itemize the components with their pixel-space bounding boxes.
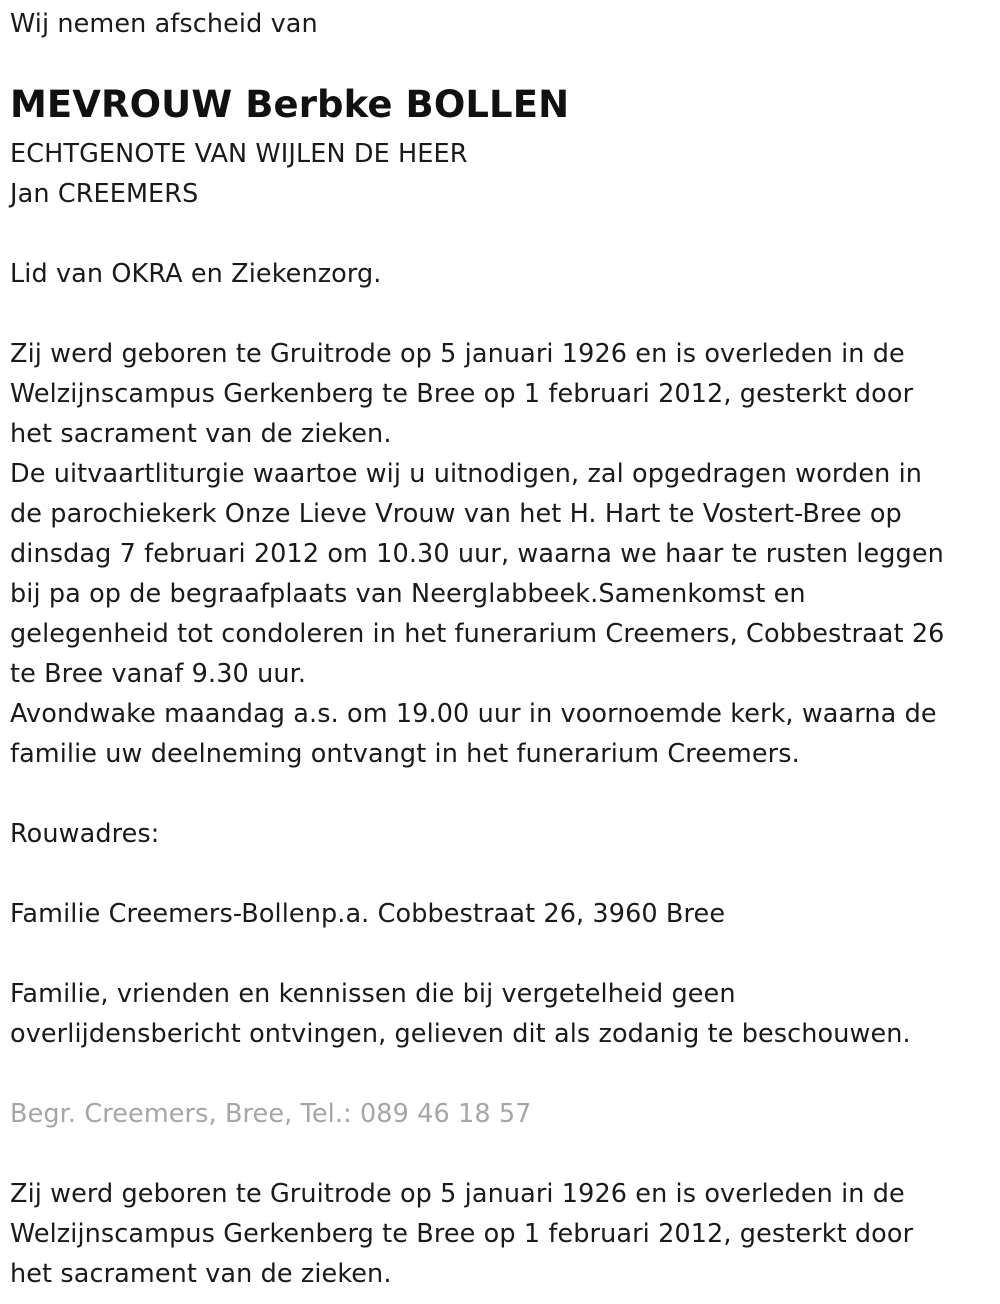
funeral-line: dinsdag 7 februari 2012 om 10.30 uur, waarna we haar te rusten leggen <box>10 539 944 569</box>
birth-death-repeat-line: Zij werd geboren te Gruitrode op 5 januari 1926 en is overleden in de <box>10 1179 905 1209</box>
address-label: Rouwadres: <box>10 819 160 849</box>
funeral-line: te Bree vanaf 9.30 uur. <box>10 659 307 689</box>
spouse-name: Jan CREEMERS <box>10 179 199 209</box>
funeral-line: de parochiekerk Onze Lieve Vrouw van het H. Hart te Vostert-Bree op <box>10 499 902 529</box>
wake-line: familie uw deelneming ontvangt in het funerarium Creemers. <box>10 739 800 769</box>
wake-line: Avondwake maandag a.s. om 19.00 uur in voornoemde kerk, waarna de <box>10 699 937 729</box>
funeral-line: bij pa op de begraafplaats van Neerglabbeek.Samenkomst en <box>10 579 806 609</box>
funeral-line: De uitvaartliturgie waartoe wij u uitnodigen, zal opgedragen worden in <box>10 459 923 489</box>
birth-death-line: het sacrament van de zieken. <box>10 419 392 449</box>
notice-line: Familie, vrienden en kennissen die bij vergetelheid geen <box>10 979 736 1009</box>
birth-death-repeat-line: het sacrament van de zieken. <box>10 1259 392 1289</box>
birth-death-repeat-line: Welzijnscampus Gerkenberg te Bree op 1 februari 2012, gesterkt door <box>10 1219 914 1249</box>
address-text: Familie Creemers-Bollenp.a. Cobbestraat 26, 3960 Bree <box>10 899 726 929</box>
deceased-name: MEVROUW Berbke BOLLEN <box>10 83 570 126</box>
notice-line: overlijdensbericht ontvingen, gelieven dit als zodanig te beschouwen. <box>10 1019 911 1049</box>
funeral-line: gelegenheid tot condoleren in het funerarium Creemers, Cobbestraat 26 <box>10 619 945 649</box>
birth-death-line: Zij werd geboren te Gruitrode op 5 januari 1926 en is overleden in de <box>10 339 905 369</box>
undertaker-text: Begr. Creemers, Bree, Tel.: 089 46 18 57 <box>10 1099 532 1129</box>
birth-death-line: Welzijnscampus Gerkenberg te Bree op 1 februari 2012, gesterkt door <box>10 379 914 409</box>
membership-text: Lid van OKRA en Ziekenzorg. <box>10 259 382 289</box>
intro-text: Wij nemen afscheid van <box>10 9 318 39</box>
relation-text: ECHTGENOTE VAN WIJLEN DE HEER <box>10 139 468 169</box>
